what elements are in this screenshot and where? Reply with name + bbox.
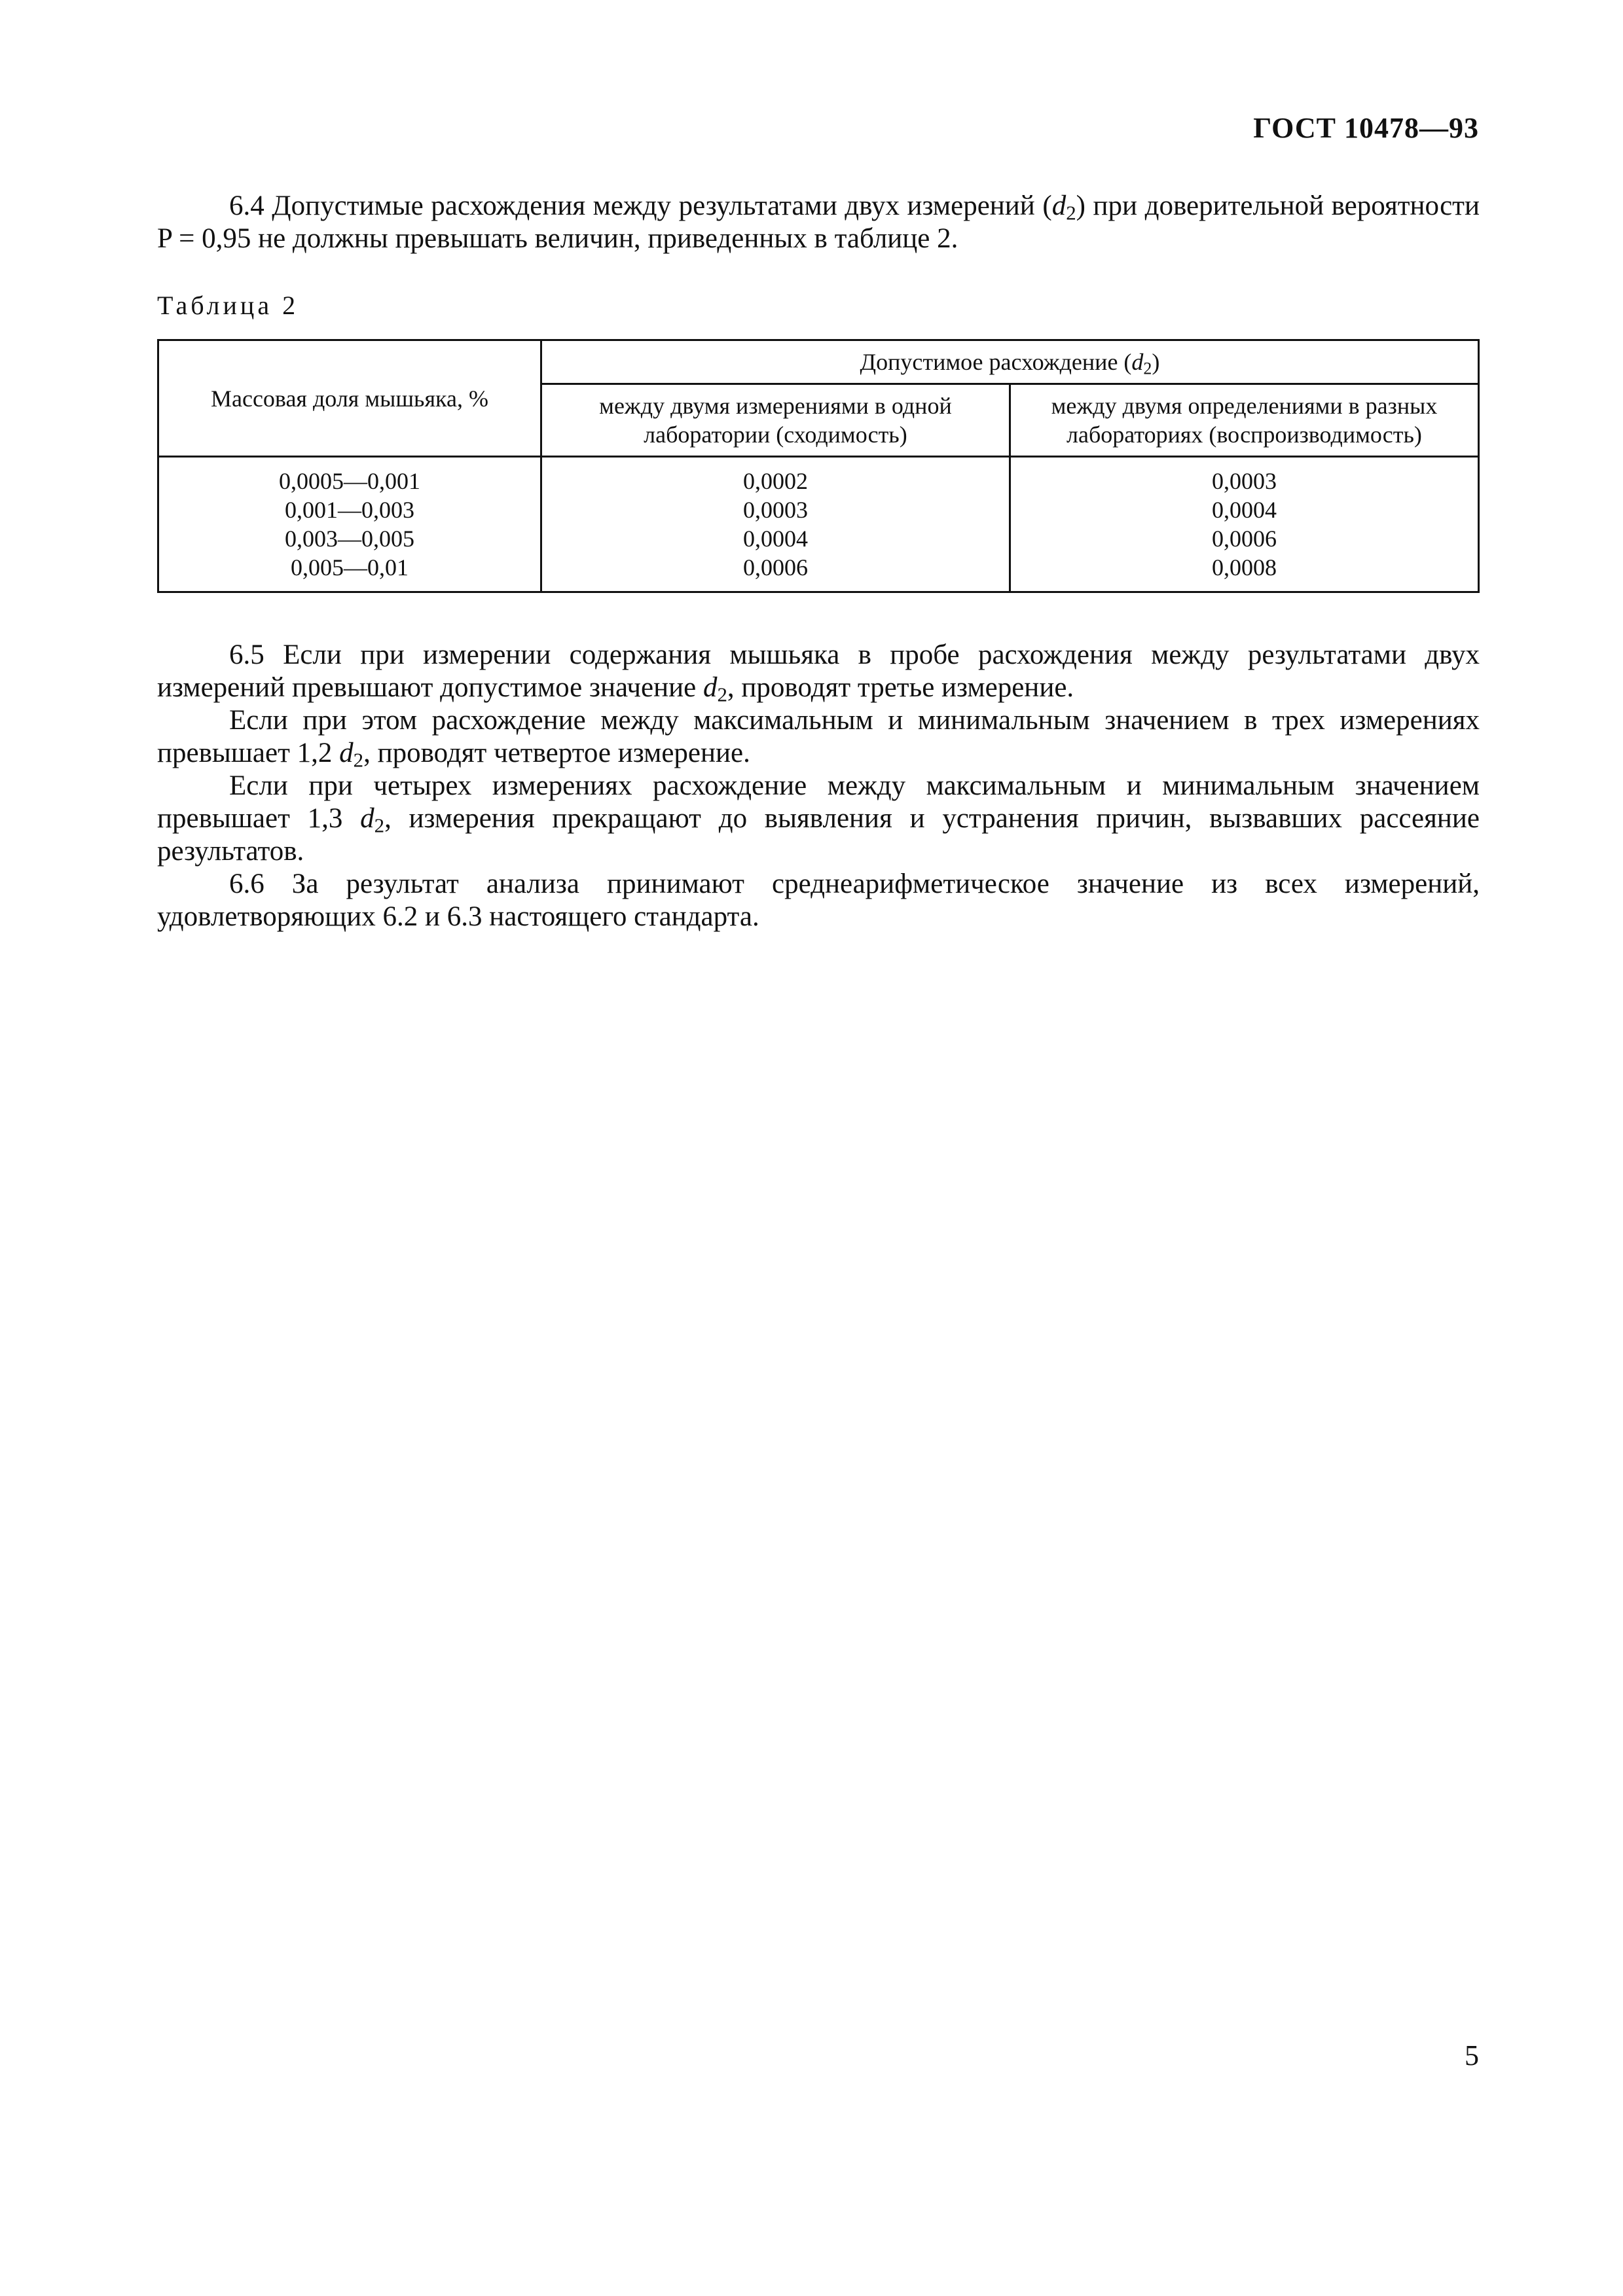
table-cell: 0,0005—0,001 [278, 468, 420, 494]
table-cell: 0,005—0,01 [290, 554, 409, 581]
header-mass-fraction: Массовая доля мышьяка, % [158, 340, 541, 457]
symbol-subscript: 2 [374, 814, 385, 837]
paragraph-text: Если при четырех измерениях расхождение между максимальным и минимальным значением превышает 1,3 [157, 770, 1480, 834]
symbol-subscript: 2 [717, 683, 727, 706]
table-cell: 0,0004 [742, 526, 808, 552]
paragraph-6-5-second [157, 704, 1480, 770]
paragraph-6-4-text-1: 6.4 Допустимые расхождения между результатами двух измерений ( [229, 190, 1052, 221]
header-repeatability: между двумя измерениями в одной лаборатории (сходимость) [541, 384, 1010, 457]
paragraph-6-4 [157, 190, 1480, 255]
header-group-text: Допустимое расхождение ( [860, 349, 1132, 375]
table-caption: Таблица 2 [157, 291, 299, 320]
table-cell: 0,0008 [1211, 554, 1277, 581]
symbol-d: d [1131, 349, 1144, 375]
paragraph-text: , проводят четвертое измерение. [363, 738, 750, 768]
column-reproducibility [1010, 457, 1478, 592]
symbol-subscript: 2 [1066, 201, 1076, 224]
header-group-close: ) [1152, 349, 1160, 375]
column-mass-fraction [158, 457, 541, 592]
paragraph-6-5 [157, 639, 1480, 704]
table-cell: 0,0002 [742, 468, 808, 494]
symbol-d: d [702, 672, 718, 703]
paragraph-6-6: 6.6 За результат анализа принимают среднеарифметическое значение из всех измерений, удовлетворяющих 6.2 и 6.3 настоящего стандарта. [157, 869, 1480, 932]
symbol-d: d [1051, 190, 1067, 221]
table-cell: 0,0003 [1211, 468, 1277, 494]
table-cell: 0,0004 [1211, 497, 1277, 523]
paragraph-6-5-third [157, 770, 1480, 868]
page-content [157, 190, 1480, 933]
table-cell: 0,001—0,003 [284, 497, 414, 523]
paragraph-text: Если при этом расхождение между максимальным и минимальным значением в трех измерениях превышает 1,2 [157, 705, 1480, 768]
tolerance-table [157, 339, 1480, 593]
paragraph-text: , измерения прекращают до выявления и устранения причин, вызвавших рассеяние результатов. [157, 803, 1480, 867]
symbol-d: d [360, 803, 374, 834]
table-cell: 0,0006 [742, 554, 808, 581]
table-cell: 0,0006 [1211, 526, 1277, 552]
header-tolerance-group [541, 340, 1478, 384]
document-code-header: ГОСТ 10478—93 [1253, 112, 1479, 144]
paragraph-6-4-text-2: ) при доверительной вероятности P = 0,95 не должны превышать величин, приведенных в таблице 2. [157, 190, 1480, 254]
paragraph-6-5-text-2: , проводят третье измерение. [727, 672, 1074, 703]
table-body-row [158, 457, 1479, 592]
table-cell: 0,003—0,005 [284, 526, 414, 552]
column-repeatability [541, 457, 1010, 592]
paragraph-6-5-text-1: 6.5 Если при измерении содержания мышьяка в пробе расхождения между результатами двух измерений превышают допустимое значение [157, 639, 1480, 703]
symbol-subscript: 2 [1143, 359, 1152, 378]
page-number: 5 [1465, 2039, 1479, 2072]
header-reproducibility: между двумя определениями в разных лабораториях (воспроизводимость) [1010, 384, 1478, 457]
table-cell: 0,0003 [742, 497, 808, 523]
symbol-d: d [339, 738, 354, 768]
table-header-row [158, 340, 1479, 384]
symbol-subscript: 2 [353, 748, 364, 772]
